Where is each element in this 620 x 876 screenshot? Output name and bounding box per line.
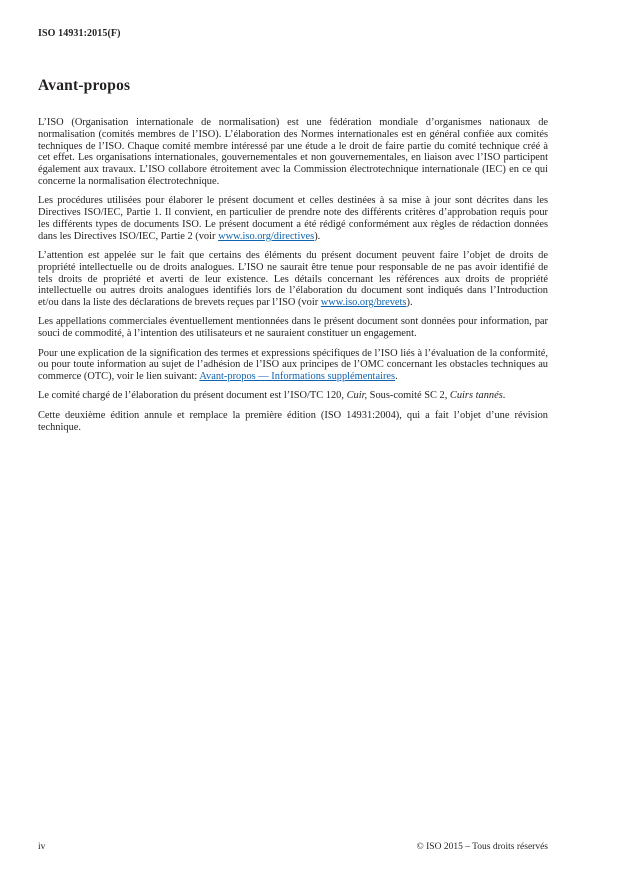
paragraph-text: . [395, 371, 398, 383]
foreword-body [38, 117, 548, 433]
committee-name: Cuir, [346, 390, 368, 402]
paragraph-text: Les appellations commerciales éventuellement mentionnées dans le présent document sont données pour information, par souci de commodité, à l’intention des utilisateurs et ne sauraient constituer un engagement. [38, 316, 548, 340]
paragraph-7 [38, 410, 548, 434]
link-iso-directives[interactable]: www.iso.org/directives [218, 230, 315, 242]
page-number: iv [38, 842, 46, 852]
link-iso-brevets[interactable]: www.iso.org/brevets [320, 297, 407, 309]
paragraph-4 [38, 316, 548, 340]
link-foreword-supplementary-info[interactable]: Avant-propos — Informations supplémentaires [199, 371, 396, 383]
paragraph-text: Pour une explication de la signification des termes et expressions spécifiques de l’ISO liés à l’évaluation de la conformité, ou pour toute information au sujet de l’adhésion de l’ISO aux principes de l’OMC concernant les obstacles techniques au commerce (OTC), voir le lien suivant: [38, 347, 548, 383]
subcommittee-name: Cuirs tannés [449, 390, 503, 402]
paragraph-text: Le comité chargé de l’élaboration du présent document est l’ISO/TC 120, [38, 390, 347, 402]
page-footer [38, 842, 548, 852]
paragraph-text: L’attention est appelée sur le fait que certains des éléments du présent document peuvent faire l’objet de droits de propriété intellectuelle ou de droits analogues. L’ISO ne saurait être tenue pour responsable de ne pas avoir identifié de tels droits de propriété et averti de leur existence. Les détails concernant les références aux droits de propriété intellectuelle ou autres droits analogues identifiés lors de l’élaboration du document sont indiqués dans l’Introduction et/ou dans la liste des déclarations de brevets reçues par l’ISO (voir [38, 249, 548, 309]
paragraph-2 [38, 195, 548, 242]
section-title: Avant-propos [38, 77, 131, 94]
paragraph-text: Sous-comité SC 2, [367, 390, 450, 402]
paragraph-text: Les procédures utilisées pour élaborer le présent document et celles destinées à sa mise à jour sont décrites dans les Directives ISO/IEC, Partie 1. Il convient, en particulier de prendre note des différents critères d’approbation requis pour les différents types de documents ISO. Le présent document a été rédigé conformément aux règles de rédaction données dans les Directives ISO/IEC, Partie 2 (voir [38, 195, 548, 242]
paragraph-3 [38, 250, 548, 309]
copyright-notice: © ISO 2015 – Tous droits réservés [416, 842, 548, 852]
paragraph-1 [38, 117, 548, 188]
paragraph-text: Cette deuxième édition annule et remplace la première édition (ISO 14931:2004), qui a fait l’objet d’une révision technique. [38, 409, 548, 433]
paragraph-text: . [502, 390, 506, 402]
paragraph-text: L’ISO (Organisation internationale de normalisation) est une fédération mondiale d’organismes nationaux de normalisation (comités membres de l’ISO). L’élaboration des Normes internationales est en général confiée aux comités techniques de l’ISO. Chaque comité membre intéressé par une étude a le droit de faire partie du comité technique créé à cet effet. Les organisations internationales, gouvernementales et non gouvernementales, en liaison avec l’ISO participent également aux travaux. L’ISO collabore étroitement avec la Commission électrotechnique internationale (IEC) en ce qui concerne la normalisation électrotechnique. [38, 117, 548, 187]
paragraph-6 [38, 390, 548, 402]
paragraph-text: ). [406, 297, 413, 309]
paragraph-5 [38, 348, 548, 383]
paragraph-text: ). [314, 230, 321, 242]
document-reference: ISO 14931:2015(F) [38, 28, 121, 39]
